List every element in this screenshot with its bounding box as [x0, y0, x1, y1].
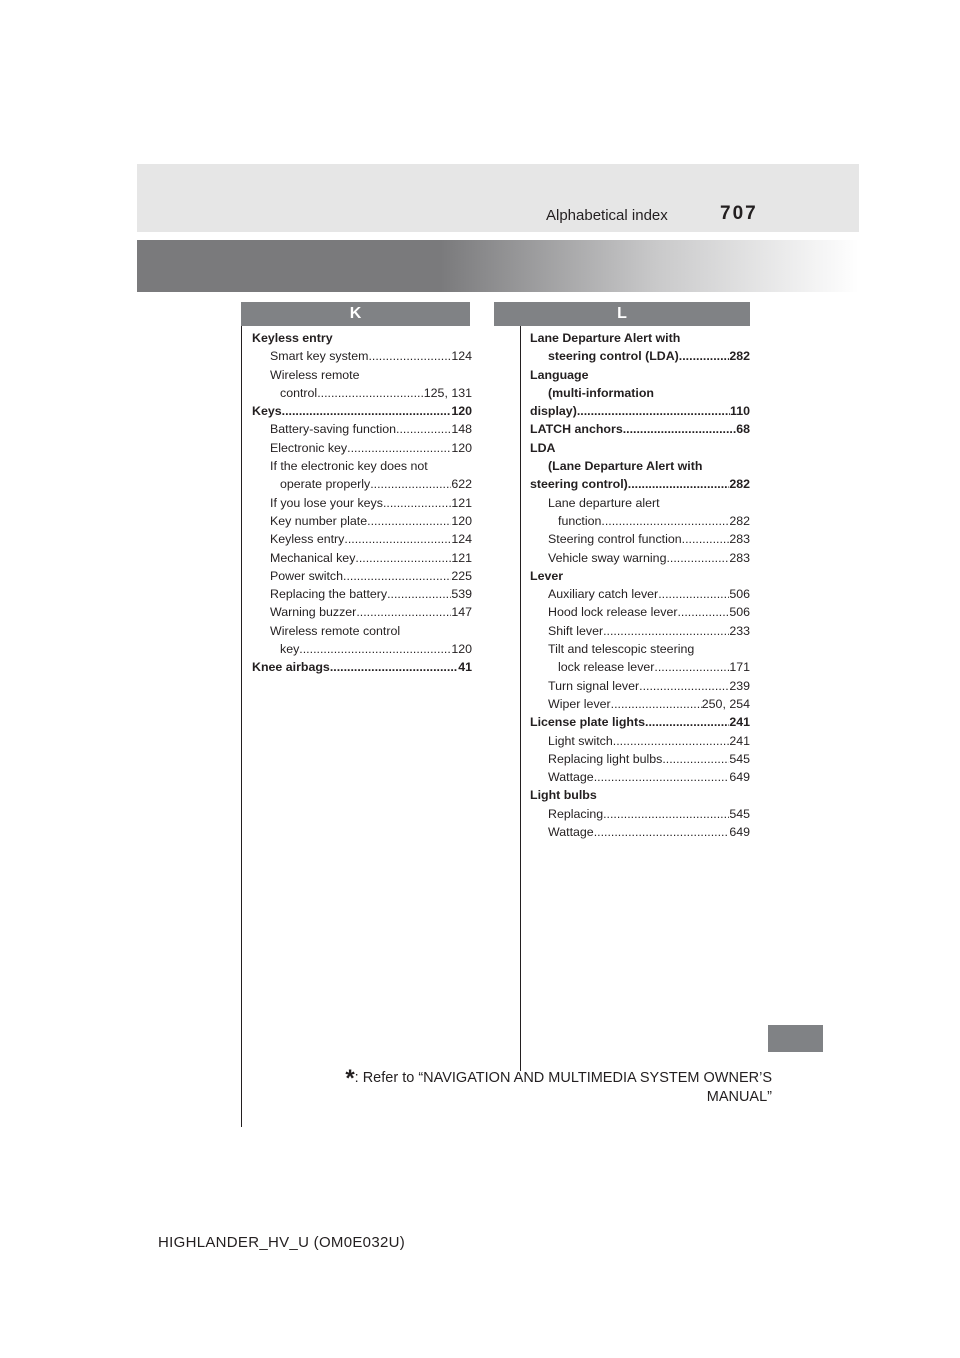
index-entry-text: Language	[530, 367, 589, 382]
index-entry-page: 124	[451, 532, 472, 547]
index-entry	[530, 713, 750, 731]
dot-leader	[383, 494, 451, 512]
index-entry	[530, 823, 750, 841]
index-entry	[530, 603, 750, 621]
index-entry-text: Knee airbags	[252, 660, 330, 675]
index-entry	[252, 585, 472, 603]
index-entry-text: key	[280, 642, 300, 657]
index-entry-page: 124	[451, 349, 472, 364]
index-entry	[530, 512, 750, 530]
footnote-marker: *	[345, 1065, 355, 1092]
index-entry-page: 545	[729, 806, 750, 821]
index-entry	[530, 402, 750, 420]
index-column-l	[530, 329, 750, 841]
index-entry-page: 282	[729, 349, 750, 364]
index-entry	[530, 567, 750, 585]
dot-leader	[563, 567, 750, 585]
index-entry-page: 120	[451, 513, 472, 528]
dot-leader	[368, 347, 451, 365]
index-entry	[252, 384, 472, 402]
document-id: HIGHLANDER_HV_U (OM0E032U)	[158, 1234, 406, 1251]
index-entry-page: 110	[730, 404, 750, 419]
left-margin-line	[241, 326, 242, 1127]
index-entry	[252, 457, 472, 475]
index-entry	[252, 640, 472, 658]
index-entry-text: Steering control function	[548, 532, 682, 547]
dot-leader	[400, 622, 472, 640]
index-entry-page: 241	[729, 715, 750, 730]
index-entry-text: Wireless remote	[270, 367, 360, 382]
index-entry	[530, 384, 750, 402]
index-entry-text: Light bulbs	[530, 788, 597, 803]
index-entry	[530, 347, 750, 365]
index-entry-page: 68	[736, 422, 750, 437]
footnote-line-1: : Refer to “NAVIGATION AND MULTIMEDIA SYSTEM OWNER’S	[354, 1070, 772, 1086]
index-entry-text: Replacing light bulbs	[548, 751, 663, 766]
dot-leader	[597, 786, 750, 804]
index-entry-page: 649	[729, 770, 750, 785]
dot-leader	[682, 530, 730, 548]
index-entry-page: 148	[451, 422, 472, 437]
index-entry	[252, 402, 472, 420]
dot-leader	[577, 402, 730, 420]
dot-leader	[428, 457, 472, 475]
dot-leader	[594, 768, 730, 786]
dot-leader	[702, 457, 750, 475]
index-entry-text: Replacing	[548, 806, 604, 821]
index-entry	[530, 732, 750, 750]
index-entry	[530, 439, 750, 457]
index-entry	[252, 603, 472, 621]
index-entry	[252, 549, 472, 567]
index-entry-page: 171	[729, 660, 750, 675]
index-entry-text: Keyless entry	[270, 532, 345, 547]
index-entry-text: Replacing the battery	[270, 587, 388, 602]
index-entry-page: 121	[451, 495, 472, 510]
index-entry	[252, 420, 472, 438]
dot-leader	[658, 585, 729, 603]
index-entry	[530, 658, 750, 676]
index-entry	[252, 530, 472, 548]
index-entry-page: 233	[729, 623, 750, 638]
index-entry-text: Electronic key	[270, 440, 348, 455]
index-entry-page: 120	[451, 404, 472, 419]
index-entry-page: 41	[458, 660, 472, 675]
dot-leader	[344, 530, 451, 548]
index-entry	[530, 475, 750, 493]
index-entry	[530, 786, 750, 804]
dot-leader	[666, 549, 729, 567]
dot-leader	[694, 640, 750, 658]
index-entry	[252, 658, 472, 676]
dot-leader	[603, 805, 729, 823]
index-entry	[530, 549, 750, 567]
index-entry-page: 282	[729, 513, 750, 528]
index-entry-text: steering control)	[530, 477, 628, 492]
index-entry-page: 120	[451, 440, 472, 455]
dot-leader	[628, 475, 730, 493]
index-entry	[530, 622, 750, 640]
index-entry-text: display)	[530, 404, 577, 419]
dot-leader	[589, 366, 750, 384]
index-entry-text: lock release lever	[558, 660, 655, 675]
dot-leader	[356, 603, 451, 621]
index-entry-text: Keys	[252, 404, 282, 419]
column-divider-line	[520, 326, 521, 1071]
index-entry	[252, 366, 472, 384]
dot-leader	[645, 713, 729, 731]
dot-leader	[680, 329, 750, 347]
dot-leader	[343, 567, 451, 585]
index-entry-text: Power switch	[270, 568, 343, 583]
index-entry-text: If the electronic key does not	[270, 459, 428, 474]
index-entry-text: Wattage	[548, 825, 594, 840]
index-entry-text: LDA	[530, 440, 556, 455]
index-entry-text: LATCH anchors	[530, 422, 623, 437]
index-entry	[530, 768, 750, 786]
dot-leader	[347, 439, 451, 457]
dot-leader	[679, 347, 730, 365]
section-header-l: L	[494, 302, 750, 326]
gradient-bar	[137, 240, 859, 292]
index-entry-text: (Lane Departure Alert with	[548, 459, 703, 474]
dot-leader	[367, 512, 451, 530]
index-entry	[252, 494, 472, 512]
dot-leader	[355, 549, 451, 567]
index-entry-text: steering control (LDA)	[548, 349, 679, 364]
index-entry	[530, 420, 750, 438]
index-entry-text: Shift lever	[548, 623, 604, 638]
index-entry	[252, 622, 472, 640]
dot-leader	[330, 658, 458, 676]
index-entry-text: Mechanical key	[270, 550, 356, 565]
index-entry-text: License plate lights	[530, 715, 645, 730]
index-entry-text: Vehicle sway warning	[548, 550, 667, 565]
index-entry	[252, 475, 472, 493]
dot-leader	[601, 512, 729, 530]
section-tab	[768, 1025, 823, 1052]
index-entry	[252, 439, 472, 457]
dot-leader	[639, 677, 729, 695]
index-entry-page: 545	[729, 751, 750, 766]
index-entry	[530, 750, 750, 768]
dot-leader	[360, 366, 472, 384]
dot-leader	[611, 695, 702, 713]
dot-leader	[623, 420, 736, 438]
dot-leader	[594, 823, 730, 841]
dot-leader	[387, 585, 451, 603]
index-entry	[530, 457, 750, 475]
dot-leader	[299, 640, 451, 658]
index-entry-page: 121	[451, 550, 472, 565]
index-entry-page: 147	[451, 605, 472, 620]
dot-leader	[333, 329, 472, 347]
index-entry	[530, 366, 750, 384]
index-entry-text: function	[558, 513, 602, 528]
index-entry-text: Key number plate	[270, 513, 368, 528]
index-entry-text: Keyless entry	[252, 331, 333, 345]
index-entry	[530, 677, 750, 695]
index-entry-page: 622	[451, 477, 472, 492]
index-entry-page: 506	[729, 605, 750, 620]
index-entry-text: Tilt and telescopic steering	[548, 642, 695, 657]
dot-leader	[282, 402, 452, 420]
dot-leader	[654, 384, 750, 402]
index-entry-text: Lever	[530, 568, 564, 583]
index-entry-text: Warning buzzer	[270, 605, 357, 620]
index-entry-page: 282	[729, 477, 750, 492]
index-entry-page: 539	[451, 587, 472, 602]
index-entry-page: 225	[451, 568, 472, 583]
dot-leader	[555, 439, 750, 457]
dot-leader	[613, 732, 730, 750]
index-entry	[530, 640, 750, 658]
index-entry-page: 241	[729, 733, 750, 748]
index-entry-page: 283	[729, 532, 750, 547]
index-column-k	[252, 329, 472, 677]
footnote-line-2: MANUAL”	[706, 1089, 772, 1105]
index-entry	[530, 494, 750, 512]
index-entry	[252, 567, 472, 585]
index-entry	[530, 530, 750, 548]
index-entry-text: Wattage	[548, 770, 594, 785]
index-entry	[530, 805, 750, 823]
index-entry-text: (multi-information	[548, 385, 654, 400]
index-entry-text: Wiper lever	[548, 696, 611, 711]
dot-leader	[662, 750, 729, 768]
index-entry-text: operate properly	[280, 477, 371, 492]
index-entry-page: 250, 254	[701, 696, 750, 711]
index-entry-text: Lane departure alert	[548, 495, 660, 510]
index-entry-text: If you lose your keys	[270, 495, 383, 510]
page-title: Alphabetical index	[546, 207, 668, 224]
index-entry	[252, 512, 472, 530]
index-entry-text: control	[280, 385, 318, 400]
dot-leader	[660, 494, 750, 512]
dot-leader	[654, 658, 729, 676]
dot-leader	[396, 420, 451, 438]
index-entry-page: 649	[729, 825, 750, 840]
dot-leader	[317, 384, 424, 402]
index-entry-page: 239	[729, 678, 750, 693]
index-entry	[530, 585, 750, 603]
dot-leader	[603, 622, 729, 640]
index-entry-text: Smart key system	[270, 349, 369, 364]
index-entry-page: 506	[729, 587, 750, 602]
index-entry-text: Hood lock release lever	[548, 605, 678, 620]
index-entry	[530, 329, 750, 347]
index-entry	[252, 347, 472, 365]
index-entry	[252, 329, 472, 347]
index-entry-text: Battery-saving function	[270, 422, 397, 437]
footnote	[310, 1065, 772, 1106]
index-entry-text: Auxiliary catch lever	[548, 587, 659, 602]
index-entry-page: 125, 131	[423, 385, 472, 400]
dot-leader	[677, 603, 729, 621]
index-entry-text: Turn signal lever	[548, 678, 640, 693]
page-number: 707	[720, 203, 758, 224]
section-header-k: K	[241, 302, 470, 326]
index-entry-page: 120	[451, 642, 472, 657]
index-entry-text: Wireless remote control	[270, 623, 401, 638]
index-entry-page: 283	[729, 550, 750, 565]
index-entry-text: Light switch	[548, 733, 613, 748]
index-entry	[530, 695, 750, 713]
index-entry-text: Lane Departure Alert with	[530, 331, 681, 345]
dot-leader	[370, 475, 451, 493]
